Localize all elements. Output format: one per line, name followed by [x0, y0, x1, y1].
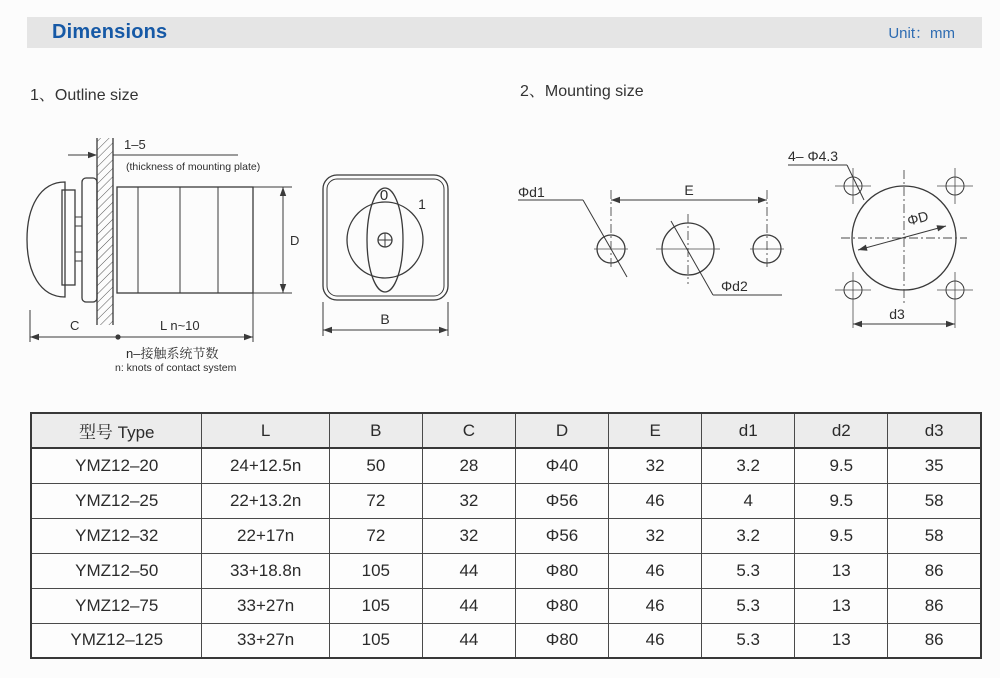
d2-label: Φd2 — [721, 278, 748, 294]
d-dim-label: D — [290, 233, 300, 248]
table-cell: 44 — [422, 588, 515, 623]
table-cell: 32 — [609, 448, 702, 483]
column-header: 型号 Type — [31, 413, 202, 448]
table-cell: 32 — [422, 483, 515, 518]
e-dimension — [611, 182, 767, 203]
table-cell: 3.2 — [702, 518, 795, 553]
column-header: D — [515, 413, 608, 448]
section-title-outline: 1、Outline size — [30, 87, 139, 104]
table-cell: YMZ12–125 — [31, 623, 202, 658]
table-cell: 105 — [329, 588, 422, 623]
table-cell: 13 — [795, 623, 888, 658]
table-cell: Φ40 — [515, 448, 608, 483]
table-row — [31, 483, 981, 518]
outline-front-view-drawing — [315, 165, 460, 343]
table-cell: 4 — [702, 483, 795, 518]
table-cell: 9.5 — [795, 483, 888, 518]
table-cell: 22+17n — [202, 518, 329, 553]
holes-spec-label: 4– Φ4.3 — [788, 148, 839, 164]
table-cell: 46 — [609, 623, 702, 658]
contact-note-en: n: knots of contact system — [115, 362, 237, 374]
table-cell: 86 — [888, 588, 981, 623]
table-cell: 105 — [329, 553, 422, 588]
table-cell: 105 — [329, 623, 422, 658]
table-cell: Φ56 — [515, 518, 608, 553]
table-row — [31, 623, 981, 658]
table-cell: Φ56 — [515, 483, 608, 518]
switch-body — [117, 187, 253, 293]
table-cell: 86 — [888, 553, 981, 588]
table-cell: Φ80 — [515, 553, 608, 588]
e-dim-label: E — [684, 182, 694, 198]
mounting-size-drawing — [495, 140, 995, 340]
table-cell: 44 — [422, 623, 515, 658]
table-cell: 5.3 — [702, 553, 795, 588]
spec-table-wrap — [30, 412, 982, 659]
table-cell: YMZ12–50 — [31, 553, 202, 588]
table-row — [31, 448, 981, 483]
table-row — [31, 553, 981, 588]
column-header: B — [329, 413, 422, 448]
d-dimension — [253, 187, 299, 293]
section-title-mounting: 2、Mounting size — [520, 83, 644, 100]
table-cell: 72 — [329, 518, 422, 553]
table-cell: 58 — [888, 483, 981, 518]
position-zero-label: 0 — [379, 187, 389, 204]
page-title: Dimensions — [52, 21, 168, 43]
table-cell: Φ80 — [515, 588, 608, 623]
table-cell: YMZ12–32 — [31, 518, 202, 553]
table-cell: 13 — [795, 588, 888, 623]
l-dim-label: L n~10 — [160, 318, 200, 333]
d2-hole — [656, 214, 782, 295]
column-header: C — [422, 413, 515, 448]
table-cell: 32 — [422, 518, 515, 553]
table-header-row — [31, 413, 981, 448]
d1-hole — [518, 184, 628, 277]
thickness-note-label: (thickness of mounting plate) — [126, 161, 261, 173]
contact-note-cn: n–接触系统节数 — [126, 346, 219, 361]
table-cell: 22+13.2n — [202, 483, 329, 518]
table-cell: 35 — [888, 448, 981, 483]
table-cell: Φ80 — [515, 623, 608, 658]
table-row — [31, 588, 981, 623]
switch-knob — [27, 178, 97, 302]
mounting-hole-pattern — [788, 148, 973, 328]
table-cell: 33+27n — [202, 623, 329, 658]
table-cell: 33+27n — [202, 588, 329, 623]
table-cell: 13 — [795, 553, 888, 588]
table-cell: 86 — [888, 623, 981, 658]
table-cell: YMZ12–25 — [31, 483, 202, 518]
table-cell: 5.3 — [702, 588, 795, 623]
c-l-dimension — [30, 293, 253, 342]
thickness-value-label: 1–5 — [124, 137, 146, 152]
table-cell: 46 — [609, 588, 702, 623]
column-header: d1 — [702, 413, 795, 448]
table-cell: 24+12.5n — [202, 448, 329, 483]
table-cell: 32 — [609, 518, 702, 553]
d3-dimension — [853, 306, 955, 327]
column-header: L — [202, 413, 329, 448]
spec-table-body — [31, 448, 981, 658]
right-mount-hole — [750, 190, 784, 270]
table-cell: YMZ12–20 — [31, 448, 202, 483]
table-cell: 3.2 — [702, 448, 795, 483]
big-d-dimension — [858, 208, 946, 251]
mounting-plate — [97, 138, 113, 325]
b-dimension — [323, 302, 448, 336]
b-dim-label: B — [380, 311, 390, 327]
table-cell: 28 — [422, 448, 515, 483]
column-header: E — [609, 413, 702, 448]
table-cell: 9.5 — [795, 518, 888, 553]
table-cell: 9.5 — [795, 448, 888, 483]
table-cell: 50 — [329, 448, 422, 483]
d1-label: Φd1 — [518, 184, 545, 200]
table-cell: YMZ12–75 — [31, 588, 202, 623]
outline-side-view-drawing — [20, 125, 320, 380]
table-row — [31, 518, 981, 553]
center-screw-icon — [378, 233, 392, 247]
table-cell: 44 — [422, 553, 515, 588]
table-cell: 46 — [609, 483, 702, 518]
unit-label: Unit：mm — [888, 25, 955, 42]
header-bar — [27, 17, 982, 48]
big-d-label: ΦD — [905, 207, 931, 229]
spec-table — [30, 412, 982, 659]
table-cell: 72 — [329, 483, 422, 518]
table-cell: 33+18.8n — [202, 553, 329, 588]
position-one-label: 1 — [418, 196, 426, 212]
c-dim-label: C — [70, 318, 80, 333]
d3-dim-label: d3 — [889, 306, 905, 322]
column-header: d3 — [888, 413, 981, 448]
column-header: d2 — [795, 413, 888, 448]
table-cell: 58 — [888, 518, 981, 553]
table-cell: 5.3 — [702, 623, 795, 658]
table-cell: 46 — [609, 553, 702, 588]
